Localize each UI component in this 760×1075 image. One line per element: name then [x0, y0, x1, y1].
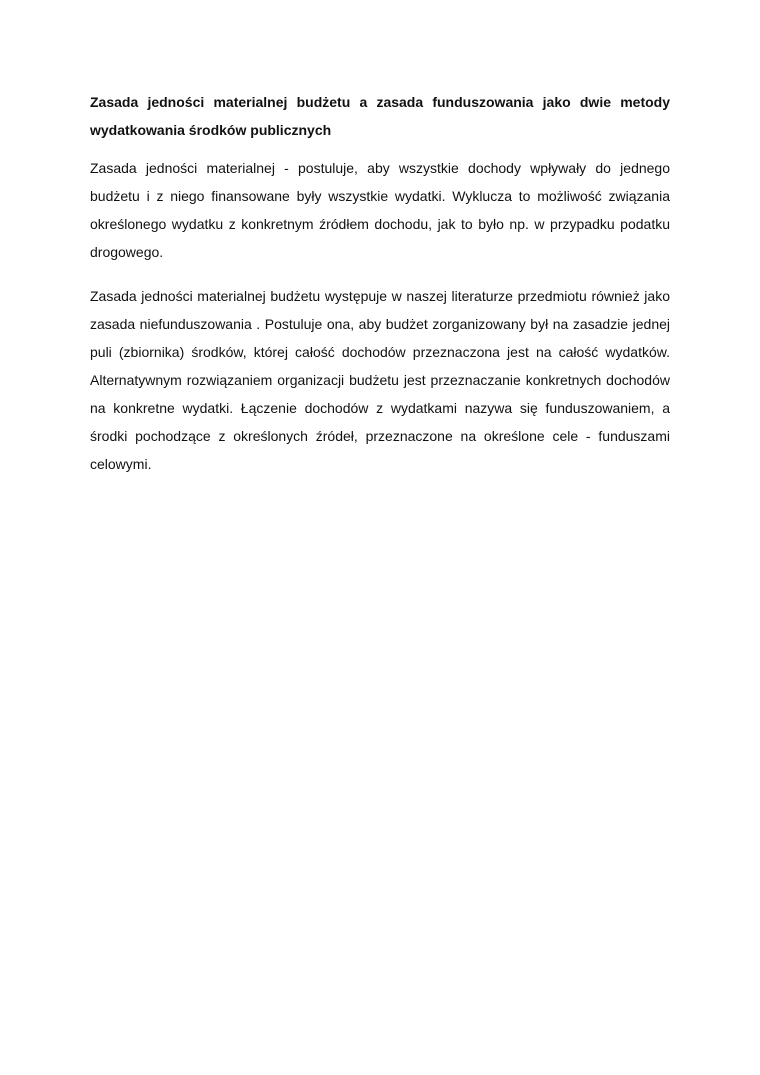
paragraph-2: Zasada jedności materialnej budżetu występuje w naszej literaturze przedmiotu również jako zasada niefunduszowania . Postuluje ona, aby budżet zorganizowany był na zasadzie jednej puli (zbiornika) środków, której całość dochodów przeznaczona jest na całość wydatków. Alternatywnym rozwiązaniem organizacji budżetu jest przeznaczanie konkretnych dochodów na konkretne wydatki. Łączenie dochodów z wydatkami nazywa się funduszowaniem, a środki pochodzące z określonych źródeł, przeznaczone na określone cele - funduszami celowymi.: [90, 288, 670, 472]
document-title: Zasada jedności materialnej budżetu a zasada funduszowania jako dwie metody wydatkowania środków publicznych: [90, 94, 670, 138]
paragraph-1: Zasada jedności materialnej - postuluje, aby wszystkie dochody wpływały do jednego budżetu i z niego finansowane były wszystkie wydatki. Wyklucza to możliwość związania określonego wydatku z konkretnym źródłem dochodu, jak to było np. w przypadku podatku drogowego.: [90, 160, 670, 260]
document-body: [90, 88, 670, 494]
